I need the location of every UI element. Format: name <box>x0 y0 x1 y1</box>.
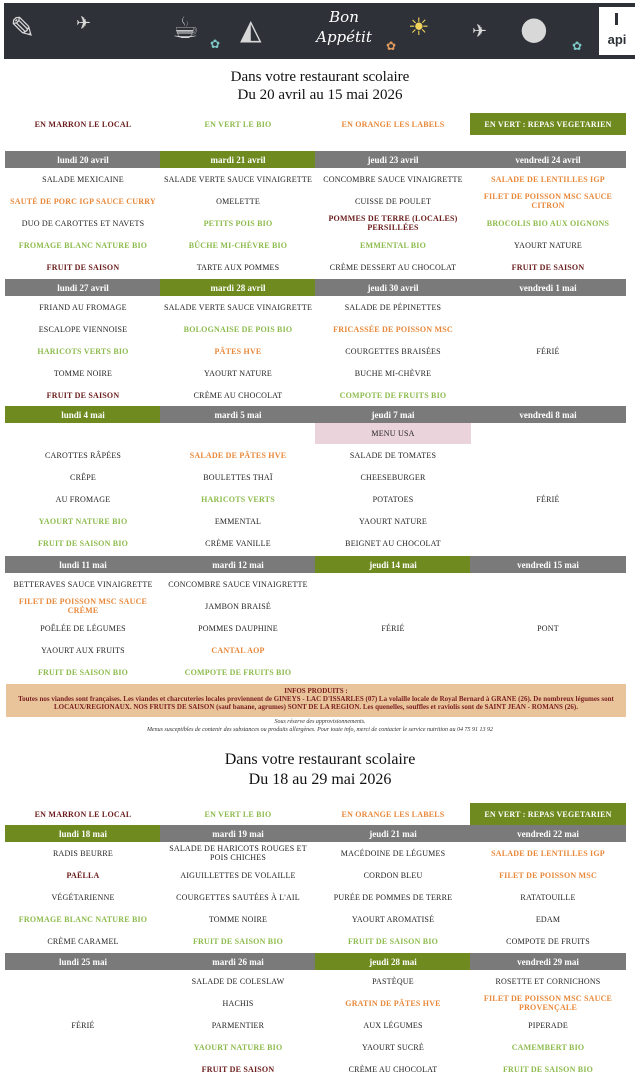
menu-item: SAUTÉ DE PORC IGP SAUCE CURRY <box>10 196 156 206</box>
menu-item: CRÈME AU CHOCOLAT <box>348 1064 438 1074</box>
menu-item: EMMENTAL BIO <box>359 240 427 250</box>
menu-item: PIPERADE <box>528 1020 568 1030</box>
menu-item: OMELETTE <box>216 196 260 206</box>
menu-item: SALADE DE TOMATES <box>349 450 437 460</box>
day-header: lundi 18 mai <box>5 825 161 842</box>
menu-item: TARTE AUX POMMES <box>196 262 280 272</box>
day-header: jeudi 14 mai <box>315 556 471 573</box>
page-subtitle: Du 20 avril au 15 mai 2026 <box>237 87 403 103</box>
menu-item-empty <box>315 573 471 595</box>
day-header: lundi 4 mai <box>5 406 161 423</box>
menu-item-empty <box>315 595 471 617</box>
menu-item: JAMBON BRAISÉ <box>205 601 271 611</box>
menu-item: ESCALOPE VIENNOISE <box>38 324 128 334</box>
menu-item: PAËLLA <box>66 870 100 880</box>
menu-item: CRÊPE <box>70 472 96 482</box>
menu-item: FRUIT DE SAISON BIO <box>192 936 284 946</box>
menu-item-empty <box>315 661 471 683</box>
menu-item: BOLOGNAISE DE POIS BIO <box>183 324 293 334</box>
lightbulb-icon: ☀ <box>408 13 430 41</box>
menu-item: FRUIT DE SAISON <box>511 262 585 272</box>
day-header: lundi 27 avril <box>5 279 161 296</box>
day-header: jeudi 7 mai <box>315 406 471 423</box>
menu-item: CONCOMBRE SAUCE VINAIGRETTE <box>168 579 308 589</box>
day-header: jeudi 30 avril <box>315 279 471 296</box>
day-header: vendredi 15 mai <box>470 556 626 573</box>
menu-item: AU FROMAGE <box>55 494 111 504</box>
menu-item: FROMAGE BLANC NATURE BIO <box>18 914 148 924</box>
bon-appetit-logo <box>308 7 380 55</box>
menu-item: PASTÈQUE <box>372 976 414 986</box>
menu-item: BROCOLIS BIO AUX OIGNONS <box>486 218 610 228</box>
menu-item: FROMAGE BLANC NATURE BIO <box>18 240 148 250</box>
menu-item: POTATOES <box>372 494 414 504</box>
legend-local: EN MARRON LE LOCAL <box>34 809 132 819</box>
drink-icon: ☕ <box>172 11 199 46</box>
menu-item: SALADE DE PÂTES HVE <box>189 450 287 460</box>
menu-item: MACÉDOINE DE LÉGUMES <box>340 848 446 858</box>
menu-item: YAOURT NATURE <box>204 368 272 378</box>
day-header: mardi 12 mai <box>160 556 316 573</box>
legend-labels: EN ORANGE LES LABELS <box>341 809 445 819</box>
apple-icon: ● <box>520 9 548 47</box>
supply-note: Sous réserve des approvisionnements. <box>274 719 366 725</box>
day-header: jeudi 21 mai <box>315 825 471 842</box>
menu-item: YAOURT SUCRÉ <box>361 1042 424 1052</box>
menu-item: FRUIT DE SAISON BIO <box>37 538 129 548</box>
menu-item-empty <box>5 1058 161 1080</box>
menu-item-empty <box>470 296 626 318</box>
flower-icon: ✿ <box>572 39 583 53</box>
menu-item: YAOURT AROMATISÉ <box>351 914 435 924</box>
cake-icon: ◭ <box>240 13 262 46</box>
menu-item-empty <box>5 992 161 1014</box>
menu-item: FILET DE POISSON MSC <box>499 870 597 880</box>
menu-item: SALADE DE COLESLAW <box>191 976 285 986</box>
menu-item-empty <box>470 639 626 661</box>
infos-produits <box>6 684 626 717</box>
menu-item-empty <box>470 444 626 466</box>
menu-item: EMMENTAL <box>214 516 262 526</box>
flower-icon: ✿ <box>210 37 221 51</box>
day-header: lundi 25 mai <box>5 953 161 970</box>
menu-item: YAOURT NATURE <box>359 516 427 526</box>
menu-item: FÉRIÉ <box>381 623 405 633</box>
menu-item-empty <box>470 466 626 488</box>
menu-item: VÉGÉTARIENNE <box>51 892 115 902</box>
paper-plane-icon: ✈ <box>76 13 92 34</box>
menu-item-empty <box>470 573 626 595</box>
legend-bio: EN VERT LE BIO <box>204 809 272 819</box>
menu-item: PONT <box>537 623 559 633</box>
page-title-2: Dans votre restaurant scolaire <box>224 751 416 768</box>
menu-item-empty <box>470 318 626 340</box>
menu-item-empty <box>470 532 626 554</box>
menu-item: POMMES DE TERRE (LOCALES) PERSILLÉES <box>328 214 458 232</box>
menu-item: CHEESEBURGER <box>360 472 426 482</box>
menu-item: CRÈME VANILLE <box>205 538 271 548</box>
day-header: mardi 5 mai <box>160 406 316 423</box>
menu-item-empty <box>315 639 471 661</box>
menu-item: FRUIT DE SAISON BIO <box>502 1064 594 1074</box>
menu-item: FRUIT DE SAISON <box>46 390 120 400</box>
special-menu-badge: MENU USA <box>315 423 471 444</box>
menu-item: COMPOTE DE FRUITS BIO <box>339 390 447 400</box>
header-banner <box>4 3 635 59</box>
menu-item: POMMES DAUPHINE <box>198 623 278 633</box>
menu-item: AUX LÉGUMES <box>363 1020 423 1030</box>
day-header: mardi 26 mai <box>160 953 316 970</box>
menu-item: BÛCHE MI-CHÈVRE BIO <box>188 240 288 250</box>
menu-item: HARICOTS VERTS BIO <box>37 346 129 356</box>
day-header: mardi 19 mai <box>160 825 316 842</box>
menu-item-empty <box>470 384 626 406</box>
page-subtitle-2: Du 18 au 29 mai 2026 <box>248 771 392 788</box>
menu-item: SALADE DE LENTILLES IGP <box>491 174 605 184</box>
day-header: vendredi 1 mai <box>470 279 626 296</box>
pencil-icon: ✎ <box>10 11 36 46</box>
menu-item: FILET DE POISSON MSC SAUCE CITRON <box>483 192 613 210</box>
api-logo: api <box>599 7 635 55</box>
menu-item: TOMME NOIRE <box>53 368 113 378</box>
menu-item: FILET DE POISSON MSC SAUCE PROVENÇALE <box>483 994 613 1012</box>
menu-item: AIGUILLETTES DE VOLAILLE <box>180 870 296 880</box>
logo-line-2: Appétit <box>316 28 372 46</box>
menu-item: PARMENTIER <box>211 1020 265 1030</box>
menu-item: FRUIT DE SAISON <box>46 262 120 272</box>
menu-item: CONCOMBRE SAUCE VINAIGRETTE <box>323 174 463 184</box>
menu-item: YAOURT NATURE BIO <box>193 1042 283 1052</box>
menu-item: YAOURT AUX FRUITS <box>41 645 125 655</box>
menu-item: FRUIT DE SAISON BIO <box>37 667 129 677</box>
paper-plane-icon: ✈ <box>472 21 488 42</box>
day-header: jeudi 28 mai <box>315 953 471 970</box>
menu-item: COMPOTE DE FRUITS BIO <box>184 667 292 677</box>
menu-item: FÉRIÉ <box>71 1020 95 1030</box>
menu-item: PETITS POIS BIO <box>203 218 273 228</box>
menu-item: ROSETTE ET CORNICHONS <box>495 976 601 986</box>
menu-item-empty <box>470 510 626 532</box>
menu-item: PURÉE DE POMMES DE TERRE <box>333 892 453 902</box>
menu-item: RADIS BEURRE <box>53 848 113 858</box>
menu-item: COMPOTE DE FRUITS <box>506 936 590 946</box>
menu-item: COURGETTES SAUTÉES À L'AIL <box>176 892 300 902</box>
menu-item-empty <box>470 595 626 617</box>
menu-item: CORDON BLEU <box>363 870 423 880</box>
menu-item: FILET DE POISSON MSC SAUCE CRÈME <box>18 597 148 615</box>
menu-item: GRATIN DE PÂTES HVE <box>345 998 441 1008</box>
menu-item: COURGETTES BRAISÉES <box>345 346 441 356</box>
menu-item: CRÈME AU CHOCOLAT <box>193 390 283 400</box>
menu-item: CANTAL AOP <box>211 645 265 655</box>
menu-item: SALADE DE HARICOTS ROUGES ET POIS CHICHES <box>169 844 307 862</box>
menu-item: FÉRIÉ <box>536 494 560 504</box>
infos-text: Toutes nos viandes sont françaises. Les viandes et charcuteries locales proviennent de GINEYS - LAC D'ISSARLES (07) La volaille locale de Royal Bernard à GRANE (26). De nombreux légumes sont LOCAUX/REGIONAUX. NOS FRUITS DE SAISON (sauf banane, agrumes) SONT DE LA REGION. Les quenelles, souffles et raviolis sont de SAINT JEAN - ROMANS (26). <box>18 695 614 711</box>
menu-item: CAMEMBERT BIO <box>511 1042 585 1052</box>
infos-title: INFOS PRODUITS : <box>284 687 348 695</box>
menu-item: RATATOUILLE <box>520 892 576 902</box>
menu-item: FRUIT DE SAISON <box>201 1064 275 1074</box>
page-title: Dans votre restaurant scolaire <box>230 69 410 85</box>
day-header: mardi 28 avril <box>160 279 316 296</box>
legend-bio: EN VERT LE BIO <box>204 119 272 129</box>
menu-item: SALADE VERTE SAUCE VINAIGRETTE <box>163 174 313 184</box>
menu-item: BEIGNET AU CHOCOLAT <box>345 538 441 548</box>
day-header: vendredi 22 mai <box>470 825 626 842</box>
menu-item: POÊLÉE DE LÉGUMES <box>40 623 126 633</box>
menu-item: CRÈME CARAMEL <box>47 936 119 946</box>
menu-item: CUISSE DE POULET <box>354 196 432 206</box>
day-header: vendredi 29 mai <box>470 953 626 970</box>
menu-item: DUO DE CAROTTES ET NAVETS <box>21 218 145 228</box>
menu-item: HACHIS <box>222 998 254 1008</box>
menu-item: EDAM <box>535 914 561 924</box>
legend-labels: EN ORANGE LES LABELS <box>341 119 445 129</box>
menu-item: YAOURT NATURE BIO <box>38 516 128 526</box>
menu-item-empty <box>5 1036 161 1058</box>
menu-item: PÂTES HVE <box>214 346 262 356</box>
menu-item: BUCHE MI-CHÈVRE <box>354 368 432 378</box>
menu-item: SALADE DE LENTILLES IGP <box>491 848 605 858</box>
menu-item: YAOURT NATURE <box>514 240 582 250</box>
menu-item: FRIAND AU FROMAGE <box>39 302 127 312</box>
menu-item: CRÈME DESSERT AU CHOCOLAT <box>329 262 457 272</box>
menu-item: FÉRIÉ <box>536 346 560 356</box>
menu-item: SALADE VERTE SAUCE VINAIGRETTE <box>163 302 313 312</box>
menu-item-empty <box>470 362 626 384</box>
day-header: vendredi 8 mai <box>470 406 626 423</box>
day-header: vendredi 24 avril <box>470 151 626 168</box>
legend-vegetarian: EN VERT : REPAS VEGETARIEN <box>470 803 626 825</box>
day-header: mardi 21 avril <box>160 151 316 168</box>
menu-item: CAROTTES RÂPÉES <box>44 450 122 460</box>
menu-item: BOULETTES THAÏ <box>203 472 273 482</box>
day-header: lundi 20 avril <box>5 151 161 168</box>
legend-vegetarian: EN VERT : REPAS VEGETARIEN <box>470 113 626 135</box>
menu-item-empty <box>470 661 626 683</box>
menu-item: SALADE MEXICAINE <box>42 174 124 184</box>
menu-item: SALADE DE PÉPINETTES <box>344 302 442 312</box>
menu-item: TOMME NOIRE <box>208 914 268 924</box>
day-header: lundi 11 mai <box>5 556 161 573</box>
menu-item: BETTERAVES SAUCE VINAIGRETTE <box>13 579 153 589</box>
menu-item: HARICOTS VERTS <box>201 494 275 504</box>
day-header: jeudi 23 avril <box>315 151 471 168</box>
allergen-note: Menus susceptibles de contenir des substances ou produits allergènes. Pour toute info, merci de contacter le service nutrition au 04 75 91 13 92 <box>146 727 494 733</box>
menu-item-empty <box>5 970 161 992</box>
logo-line-1: Bon <box>329 8 359 26</box>
menu-item: FRICASSÉE DE POISSON MSC <box>333 324 453 334</box>
flower-icon: ✿ <box>386 39 397 53</box>
legend-local: EN MARRON LE LOCAL <box>34 119 132 129</box>
menu-item: FRUIT DE SAISON BIO <box>347 936 439 946</box>
